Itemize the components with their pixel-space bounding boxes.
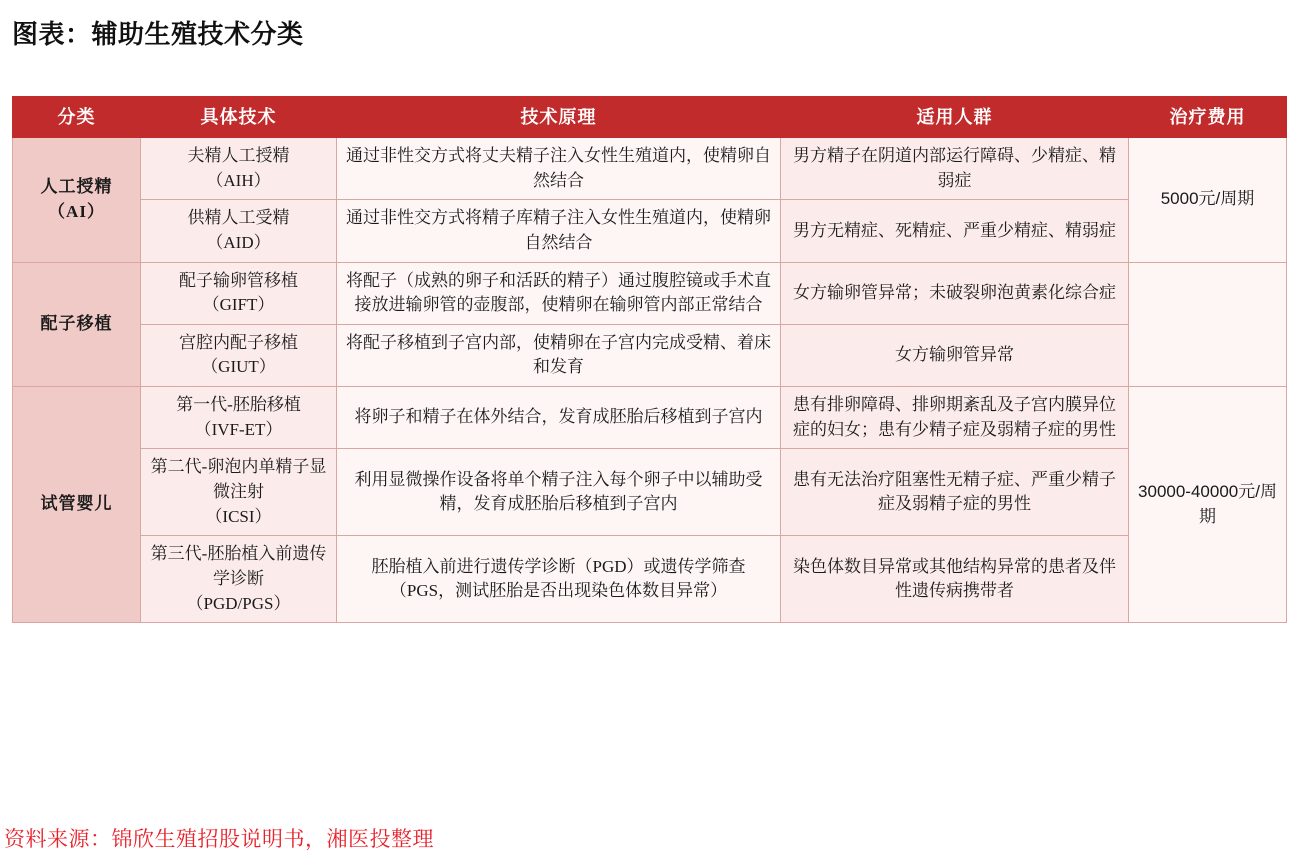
cell-principle: 将配子（成熟的卵子和活跃的精子）通过腹腔镜或手术直接放进输卵管的壶腹部，使精卵在输卵管内部正常结合 <box>337 262 781 324</box>
cell-technique: 宫腔内配子移植 （GIUT） <box>141 324 337 386</box>
cell-category: 人工授精 （AI） <box>13 138 141 263</box>
cell-population: 染色体数目异常或其他结构异常的患者及伴性遗传病携带者 <box>781 536 1129 623</box>
header-population: 适用人群 <box>781 97 1129 138</box>
header-cost: 治疗费用 <box>1129 97 1287 138</box>
cell-principle: 将卵子和精子在体外结合，发育成胚胎后移植到子宫内 <box>337 387 781 449</box>
header-principle: 技术原理 <box>337 97 781 138</box>
cell-technique: 第三代-胚胎植入前遗传学诊断 （PGD/PGS） <box>141 536 337 623</box>
cell-principle: 利用显微操作设备将单个精子注入每个卵子中以辅助受精，发育成胚胎后移植到子宫内 <box>337 449 781 536</box>
cell-cost: 30000-40000元/周期 <box>1129 387 1287 623</box>
cell-population: 女方输卵管异常；未破裂卵泡黄素化综合症 <box>781 262 1129 324</box>
cell-technique: 夫精人工授精 （AIH） <box>141 138 337 200</box>
cell-population: 男方无精症、死精症、严重少精症、精弱症 <box>781 200 1129 262</box>
cell-population: 患有排卵障碍、排卵期紊乱及子宫内膜异位症的妇女；患有少精子症及弱精子症的男性 <box>781 387 1129 449</box>
cell-population: 患有无法治疗阻塞性无精子症、严重少精子症及弱精子症的男性 <box>781 449 1129 536</box>
cell-technique: 供精人工受精 （AID） <box>141 200 337 262</box>
page-title: 图表：辅助生殖技术分类 <box>12 19 304 49</box>
cell-category: 试管婴儿 <box>13 387 141 623</box>
table-header-row <box>13 97 1287 138</box>
cell-category: 配子移植 <box>13 262 141 387</box>
source-note: 资料来源：锦欣生殖招股说明书，湘医投整理 <box>4 828 434 851</box>
table-row <box>13 262 1287 324</box>
cell-technique: 第一代-胚胎移植 （IVF-ET） <box>141 387 337 449</box>
cell-population: 男方精子在阴道内部运行障碍、少精症、精弱症 <box>781 138 1129 200</box>
cell-cost: 5000元/周期 <box>1129 138 1287 263</box>
cell-technique: 配子输卵管移植 （GIFT） <box>141 262 337 324</box>
cell-population: 女方输卵管异常 <box>781 324 1129 386</box>
table-row <box>13 138 1287 200</box>
cell-principle: 通过非性交方式将丈夫精子注入女性生殖道内，使精卵自然结合 <box>337 138 781 200</box>
cell-technique: 第二代-卵泡内单精子显微注射 （ICSI） <box>141 449 337 536</box>
cell-principle: 胚胎植入前进行遗传学诊断（PGD）或遗传学筛查（PGS，测试胚胎是否出现染色体数目异常） <box>337 536 781 623</box>
assisted-reproduction-table <box>12 96 1287 623</box>
cell-principle: 通过非性交方式将精子库精子注入女性生殖道内，使精卵自然结合 <box>337 200 781 262</box>
table-row <box>13 387 1287 449</box>
table-row <box>13 200 1287 262</box>
header-technique: 具体技术 <box>141 97 337 138</box>
table-row <box>13 324 1287 386</box>
cell-principle: 将配子移植到子宫内部，使精卵在子宫内完成受精、着床和发育 <box>337 324 781 386</box>
header-category: 分类 <box>13 97 141 138</box>
cell-cost <box>1129 262 1287 387</box>
table-row <box>13 536 1287 623</box>
table-row <box>13 449 1287 536</box>
